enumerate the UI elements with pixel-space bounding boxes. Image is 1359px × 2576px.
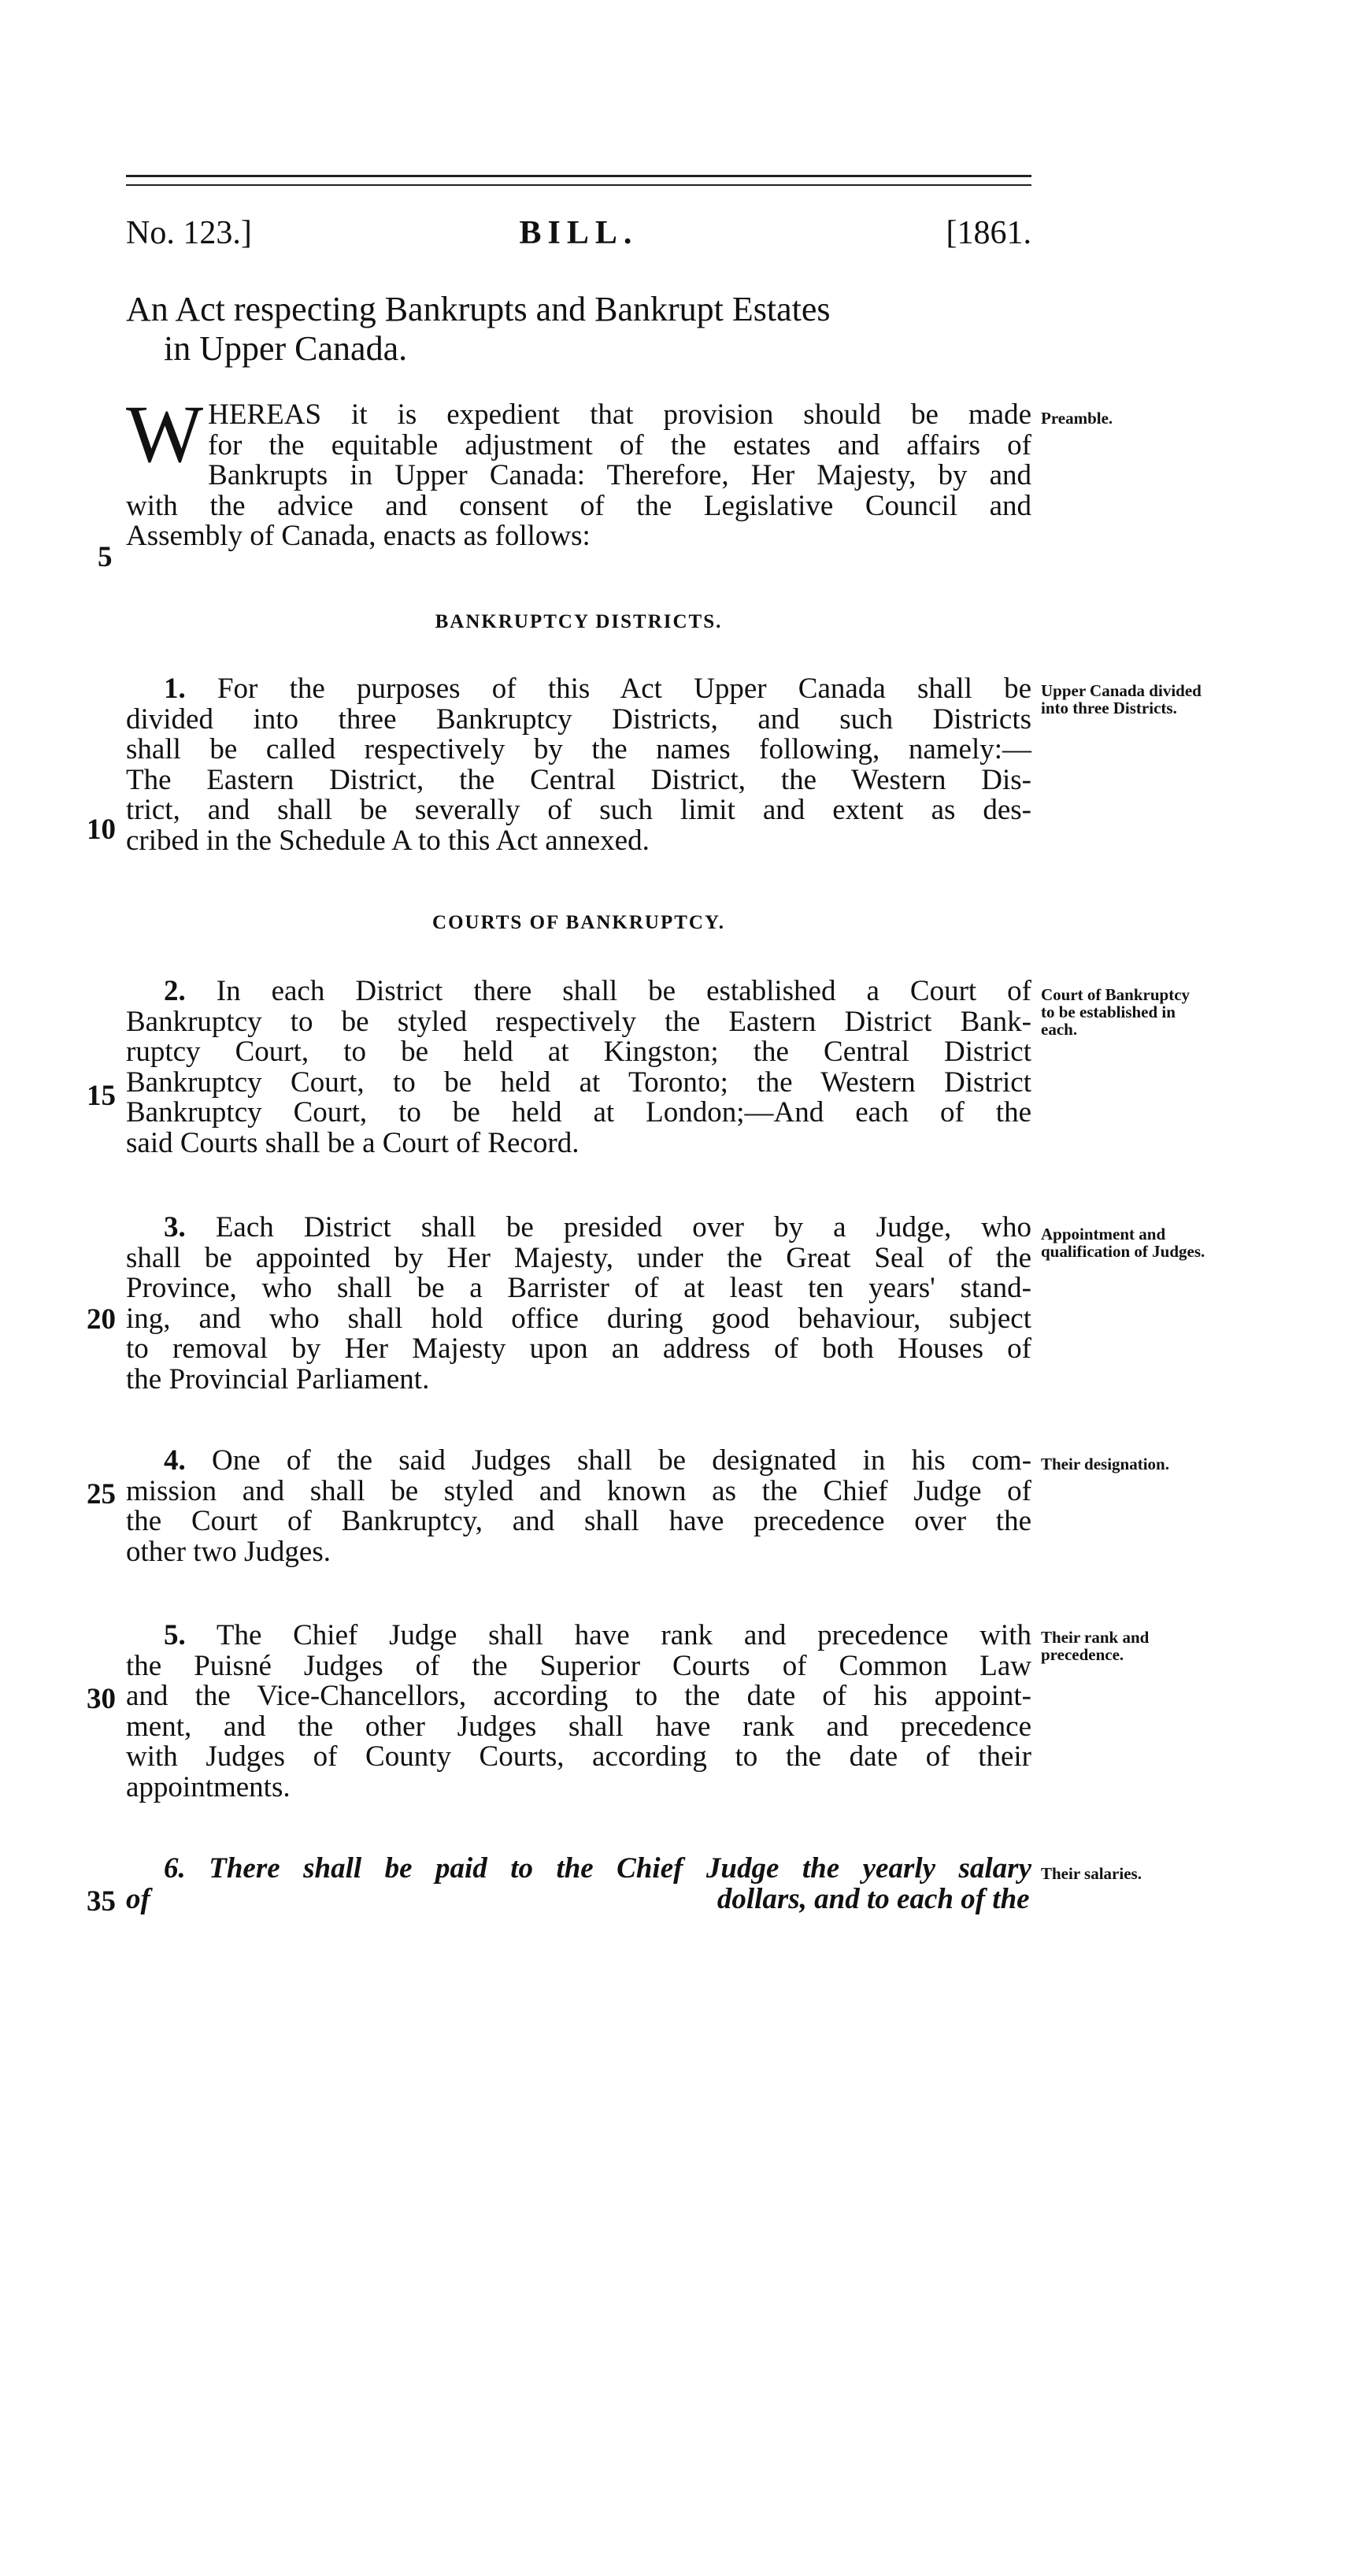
section-line: ruptcy Court, to be held at Kingston; the Central District bbox=[126, 1036, 1031, 1068]
line-number: 10 bbox=[87, 814, 116, 846]
section-line: ment, and the other Judges shall have rank and precedence bbox=[126, 1710, 1031, 1743]
bill-header bbox=[126, 214, 1031, 261]
line-number: 30 bbox=[87, 1683, 116, 1715]
section-6 bbox=[126, 1854, 1031, 1914]
section-text: One of the said Judges shall be designated in his com- bbox=[211, 1444, 1032, 1477]
section-text: For the purposes of this Act Upper Canada shall be bbox=[217, 673, 1031, 705]
section-heading-courts: COURTS OF BANKRUPTCY. bbox=[432, 912, 725, 933]
section-text: There shall be paid to the Chief Judge the yearly salary bbox=[209, 1852, 1032, 1885]
section-line: the Puisné Judges of the Superior Courts of Common Law bbox=[126, 1649, 1031, 1682]
line-number: 20 bbox=[87, 1303, 116, 1336]
header-rule-bottom bbox=[126, 184, 1031, 186]
section-line: to removal by Her Majesty upon an address of both Houses of bbox=[126, 1332, 1031, 1365]
section-2 bbox=[126, 977, 1031, 1158]
section-line: mission and shall be styled and known as the Chief Judge of bbox=[126, 1474, 1031, 1507]
section-number: 2. bbox=[164, 975, 186, 1007]
header-rule-top bbox=[126, 175, 1031, 177]
line-number: 5 bbox=[98, 541, 113, 573]
section-line: The Eastern District, the Central District, the Western Dis- bbox=[126, 763, 1031, 796]
section-line bbox=[126, 1621, 1031, 1651]
section-text: dollars, and to each of the bbox=[717, 1882, 1030, 1915]
section-text: In each District there shall be established a Court of bbox=[216, 975, 1031, 1007]
section-line: cribed in the Schedule A to this Act annexed. bbox=[126, 824, 650, 857]
section-5 bbox=[126, 1621, 1031, 1803]
section-line: shall be appointed by Her Majesty, under the Great Seal of the bbox=[126, 1241, 1031, 1274]
margin-note-court: Court of Bankruptcy to be established in each. bbox=[1041, 985, 1191, 1039]
preamble-line: for the equitable adjustment of the estates and affairs of bbox=[208, 428, 1031, 461]
line-number: 35 bbox=[87, 1885, 116, 1918]
section-number: 4. bbox=[164, 1444, 186, 1477]
section-line: and the Vice-Chancellors, according to the date of his appoint- bbox=[126, 1680, 1031, 1712]
section-line: divided into three Bankruptcy Districts, and such Districts bbox=[126, 702, 1031, 736]
margin-note-salaries: Their salaries. bbox=[1041, 1864, 1142, 1883]
section-number: 3. bbox=[164, 1211, 186, 1244]
section-line: Province, who shall be a Barrister of at least ten years' stand- bbox=[126, 1272, 1031, 1304]
margin-note-districts: Upper Canada divided into three Districts. bbox=[1041, 681, 1202, 717]
preamble-line: Assembly of Canada, enacts as follows: bbox=[126, 520, 591, 552]
preamble-line: HEREAS it is expedient that provision should be made bbox=[208, 398, 1031, 431]
section-line bbox=[126, 977, 1031, 1007]
margin-note-appointment: Appointment and qualification of Judges. bbox=[1041, 1225, 1205, 1261]
section-number: 6. bbox=[164, 1852, 186, 1885]
act-title-line1: An Act respecting Bankrupts and Bankrupt Estates bbox=[126, 290, 831, 328]
act-title bbox=[126, 290, 1031, 369]
section-line: trict, and shall be severally of such limit and extent as des- bbox=[126, 794, 1031, 826]
section-line: ing, and who shall hold office during good behaviour, subject bbox=[126, 1302, 1031, 1335]
preamble-line: with the advice and consent of the Legislative Council and bbox=[126, 489, 1031, 522]
margin-note-rank: Their rank and precedence. bbox=[1041, 1628, 1150, 1664]
section-line: other two Judges. bbox=[126, 1535, 331, 1568]
section-1 bbox=[126, 674, 1031, 856]
preamble-line: Bankrupts in Upper Canada: Therefore, Her Majesty, by and bbox=[208, 459, 1031, 491]
preamble-dropcap: W bbox=[126, 389, 204, 480]
section-line: Bankruptcy Court, to be held at London;—And each of the bbox=[126, 1096, 1031, 1129]
section-text: of bbox=[126, 1882, 150, 1915]
section-line: the Court of Bankruptcy, and shall have precedence over the bbox=[126, 1505, 1031, 1537]
section-line bbox=[126, 1882, 1031, 1915]
section-line: the Provincial Parliament. bbox=[126, 1362, 430, 1395]
section-heading-districts: BANKRUPTCY DISTRICTS. bbox=[435, 611, 723, 632]
section-line: shall be called respectively by the names following, namely:— bbox=[126, 733, 1031, 765]
section-line: appointments. bbox=[126, 1770, 291, 1803]
section-line: with Judges of County Courts, according to the date of their bbox=[126, 1740, 1031, 1773]
section-line bbox=[126, 1213, 1031, 1244]
section-line: Bankruptcy Court, to be held at Toronto; the Western District bbox=[126, 1066, 1031, 1099]
line-number: 25 bbox=[87, 1478, 116, 1510]
section-number: 1. bbox=[164, 673, 186, 705]
section-line: Bankruptcy to be styled respectively the Eastern District Bank- bbox=[126, 1005, 1031, 1038]
bill-number: No. 123.] bbox=[126, 215, 252, 251]
margin-note-preamble: Preamble. bbox=[1041, 409, 1113, 428]
line-number: 15 bbox=[87, 1080, 116, 1112]
section-number: 5. bbox=[164, 1619, 186, 1651]
section-line bbox=[126, 1854, 1031, 1885]
margin-note-designation: Their designation. bbox=[1041, 1455, 1169, 1473]
bill-kind: BILL. bbox=[519, 215, 639, 251]
section-text: The Chief Judge shall have rank and precedence with bbox=[216, 1619, 1031, 1651]
preamble bbox=[126, 389, 1031, 552]
section-line bbox=[126, 674, 1031, 705]
bill-year: [1861. bbox=[946, 215, 1031, 251]
section-3 bbox=[126, 1213, 1031, 1395]
section-line: said Courts shall be a Court of Record. bbox=[126, 1126, 580, 1159]
section-4 bbox=[126, 1446, 1031, 1567]
section-line bbox=[126, 1446, 1031, 1477]
act-title-line2: in Upper Canada. bbox=[164, 329, 408, 368]
section-text: Each District shall be presided over by a Judge, who bbox=[215, 1211, 1031, 1244]
